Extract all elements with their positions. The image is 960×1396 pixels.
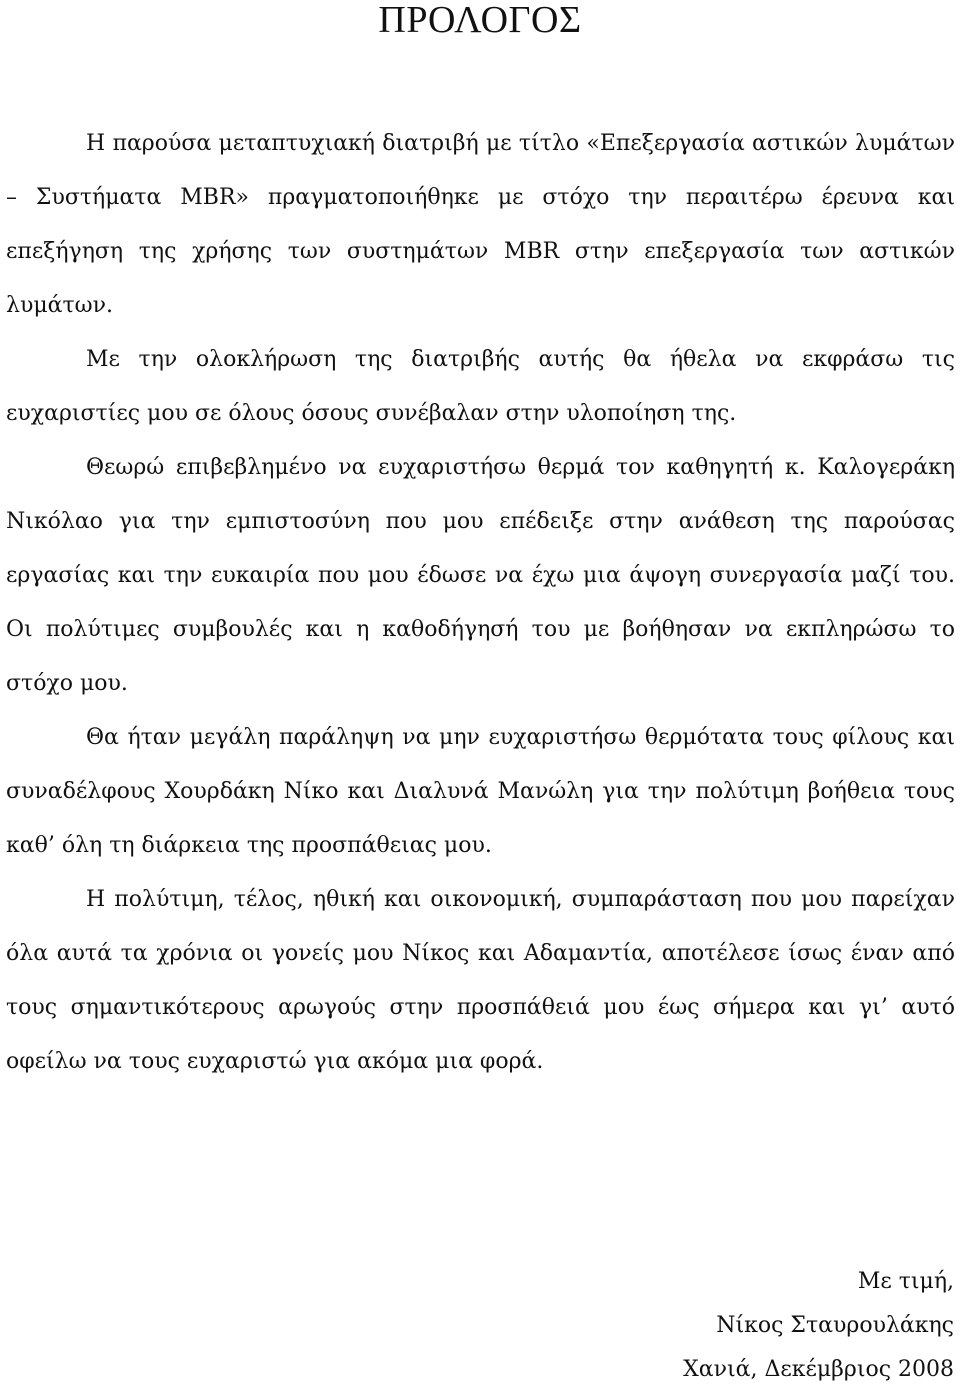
paragraph-thanks-parents: Η πολύτιμη, τέλος, ηθική και οικονομική, συμπαράσταση που μου παρείχαν όλα αυτά τα χρόνια οι γονείς μου Νίκος και Αδαμαντία, αποτέλεσε ίσως έναν από τους σημαντικότερους αρωγούς στην προσπάθειά μου έως σήμερα και γι’ αυτό οφείλω να τους ευχαριστώ για ακόμα μια φορά. bbox=[6, 887, 955, 1074]
signature-block bbox=[683, 1260, 954, 1392]
signature-closing: Με τιμή, bbox=[857, 1269, 954, 1294]
paragraph-intro: Η παρούσα μεταπτυχιακή διατριβή με τίτλο «Επεξεργασία αστικών λυμάτων – Συστήματα MBR» πραγματοποιήθηκε με στόχο την περαιτέρω έρευνα και επεξήγηση της χρήσης των συστημάτων MBR στην επεξεργασία των αστικών λυμάτων. bbox=[6, 131, 955, 318]
paragraph-thanks-professor: Θεωρώ επιβεβλημένο να ευχαριστήσω θερμά τον καθηγητή κ. Καλογεράκη Νικόλαο για την εμπιστοσύνη που μου επέδειξε στην ανάθεση της παρούσας εργασίας και την ευκαιρία που μου έδωσε να έχω μια άψογη συνεργασία μαζί του. Οι πολύτιμες συμβουλές και η καθοδήγησή του με βοήθησαν να εκπληρώσω το στόχο μου. bbox=[6, 455, 955, 696]
preface-body bbox=[6, 117, 955, 1089]
page-title: ΠΡΟΛΟΓΟΣ bbox=[378, 0, 582, 41]
paragraph-thanks-colleagues: Θα ήταν μεγάλη παράληψη να μην ευχαριστήσω θερμότατα τους φίλους και συναδέλφους Χουρδάκη Νίκο και Διαλυνά Μανώλη για την πολύτιμη βοήθεια τους καθ’ όλη τη διάρκεια της προσπάθειας μου. bbox=[6, 725, 955, 858]
paragraph-thanks-all: Με την ολοκλήρωση της διατριβής αυτής θα ήθελα να εκφράσω τις ευχαριστίες μου σε όλους όσους συνέβαλαν στην υλοποίηση της. bbox=[6, 347, 955, 426]
signature-place-date: Χανιά, Δεκέμβριος 2008 bbox=[683, 1357, 954, 1382]
signature-name: Νίκος Σταυρουλάκης bbox=[716, 1313, 954, 1338]
